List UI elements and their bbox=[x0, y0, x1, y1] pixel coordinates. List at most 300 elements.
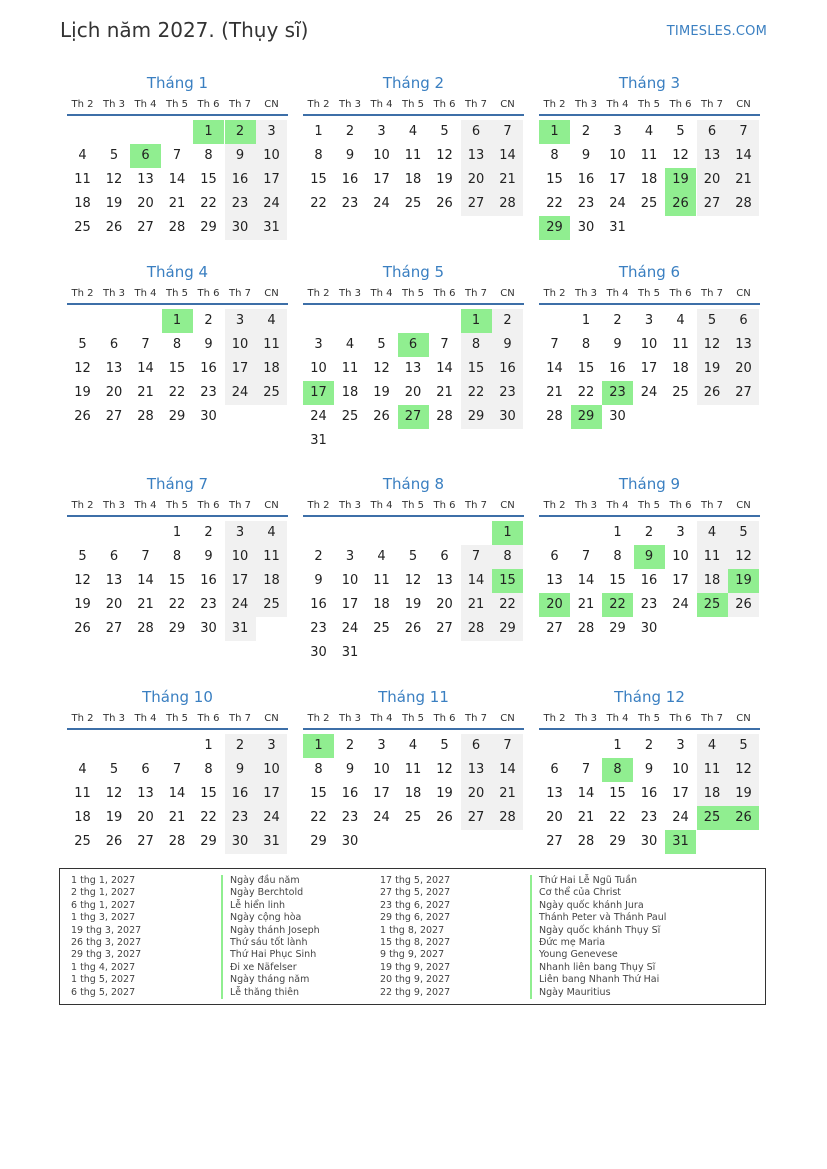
holiday-day-cell: 8 bbox=[602, 758, 633, 782]
day-cell: 15 bbox=[310, 786, 327, 801]
month-title: Tháng 4 bbox=[146, 263, 209, 281]
day-cell: 7 bbox=[141, 549, 150, 564]
weekday-label: Th 6 bbox=[669, 500, 692, 511]
day-cell: 14 bbox=[168, 786, 186, 801]
day-cell: 30 bbox=[577, 220, 595, 235]
holiday-date: 17 thg 5, 2027 bbox=[380, 875, 451, 886]
day-cell: 28 bbox=[577, 621, 595, 636]
day-cell: 29 bbox=[200, 834, 217, 849]
weekday-label: Th 7 bbox=[701, 713, 723, 724]
weekday-label: Th 7 bbox=[229, 500, 251, 511]
holiday-date: 23 thg 6, 2027 bbox=[380, 899, 451, 911]
day-cell: 6 bbox=[109, 337, 119, 352]
day-cell: 23 bbox=[577, 196, 595, 211]
day-cell: 24 bbox=[640, 385, 658, 400]
day-cell: 14 bbox=[436, 361, 453, 376]
weekday-label: Th 6 bbox=[433, 99, 456, 110]
day-cell: 30 bbox=[200, 621, 217, 636]
day-cell: 12 bbox=[74, 573, 91, 588]
day-cell: 20 bbox=[436, 597, 453, 612]
day-cell: 1 bbox=[613, 525, 622, 540]
holiday-day-cell: 9 bbox=[634, 545, 665, 569]
day-cell: 30 bbox=[310, 645, 327, 660]
weekday-label: Th 2 bbox=[71, 713, 94, 724]
day-cell: 9 bbox=[492, 333, 523, 357]
weekday-label: Th 7 bbox=[465, 288, 487, 299]
day-cell: 8 bbox=[204, 148, 213, 163]
day-cell: 3 bbox=[256, 120, 287, 144]
day-cell: 7 bbox=[172, 148, 182, 163]
day-cell: 9 bbox=[314, 573, 323, 588]
weekday-label: Th 7 bbox=[229, 713, 251, 724]
day-cell: 18 bbox=[404, 786, 422, 801]
weekday-label: Th 7 bbox=[229, 99, 251, 110]
weekday-label: Th 3 bbox=[103, 99, 125, 110]
holiday-date: 1 thg 3, 2027 bbox=[71, 912, 136, 924]
day-cell: 22 bbox=[609, 810, 626, 825]
weekday-label: Th 7 bbox=[465, 99, 487, 110]
day-cell: 20 bbox=[137, 810, 154, 825]
weekday-label: Th 6 bbox=[433, 713, 456, 724]
day-cell: 28 bbox=[168, 834, 186, 849]
month-title: Tháng 3 bbox=[618, 74, 681, 92]
day-cell: 2 bbox=[225, 734, 256, 758]
day-cell: 22 bbox=[168, 385, 186, 400]
day-cell: 28 bbox=[461, 617, 492, 641]
day-cell: 5 bbox=[78, 549, 87, 564]
weekday-label: Th 5 bbox=[402, 500, 424, 511]
day-cell: 24 bbox=[672, 597, 689, 612]
day-cell: 21 bbox=[728, 168, 759, 192]
day-cell: 28 bbox=[492, 192, 523, 216]
day-cell: 30 bbox=[640, 621, 658, 636]
day-cell: 18 bbox=[373, 597, 390, 612]
day-cell: 3 bbox=[256, 734, 287, 758]
page-title: Lịch năm 2027. (Thụy sĩ) bbox=[60, 18, 309, 42]
day-cell: 7 bbox=[492, 120, 523, 144]
day-cell: 7 bbox=[172, 762, 182, 777]
day-cell: 9 bbox=[613, 337, 622, 352]
day-cell: 27 bbox=[137, 220, 154, 235]
day-cell: 23 bbox=[310, 621, 327, 636]
month-title: Tháng 11 bbox=[378, 688, 449, 706]
day-cell: 19 bbox=[436, 172, 453, 187]
day-cell: 28 bbox=[728, 192, 759, 216]
day-cell: 16 bbox=[640, 786, 658, 801]
day-cell: 18 bbox=[74, 810, 91, 825]
day-cell: 18 bbox=[697, 782, 728, 806]
day-cell: 9 bbox=[204, 549, 213, 564]
day-cell: 19 bbox=[105, 810, 123, 825]
holiday-name: Lễ thăng thiên bbox=[221, 987, 299, 999]
holiday-day-cell: 26 bbox=[665, 192, 696, 216]
weekday-label: CN bbox=[500, 500, 515, 511]
weekday-label: Th 2 bbox=[543, 99, 566, 110]
day-cell: 10 bbox=[225, 545, 256, 569]
weekday-label: CN bbox=[736, 500, 751, 511]
day-cell: 21 bbox=[137, 597, 154, 612]
day-cell: 28 bbox=[546, 409, 563, 424]
holiday-name: Đi xe Näfelser bbox=[221, 962, 297, 974]
day-cell: 21 bbox=[436, 385, 453, 400]
holiday-name: Ngày tháng năm bbox=[221, 974, 309, 986]
day-cell: 16 bbox=[310, 597, 327, 612]
holiday-day-cell: 1 bbox=[162, 309, 193, 333]
day-cell: 2 bbox=[314, 549, 323, 564]
day-cell: 16 bbox=[225, 168, 256, 192]
day-cell: 29 bbox=[168, 409, 186, 424]
weekday-label: CN bbox=[500, 99, 515, 110]
day-cell: 18 bbox=[256, 357, 287, 381]
weekday-label: Th 2 bbox=[307, 500, 330, 511]
day-cell: 21 bbox=[577, 810, 595, 825]
header-divider bbox=[303, 114, 524, 116]
day-cell: 6 bbox=[440, 549, 449, 564]
day-cell: 25 bbox=[373, 621, 390, 636]
day-cell: 29 bbox=[492, 617, 523, 641]
day-cell: 20 bbox=[461, 168, 492, 192]
holiday-name: Ngày thánh Joseph bbox=[221, 925, 320, 937]
day-cell: 7 bbox=[492, 734, 523, 758]
day-cell: 15 bbox=[609, 573, 626, 588]
day-cell: 18 bbox=[697, 569, 728, 593]
month-title: Tháng 8 bbox=[382, 475, 445, 493]
day-cell: 18 bbox=[256, 569, 287, 593]
day-cell: 14 bbox=[137, 573, 154, 588]
day-cell: 28 bbox=[436, 409, 453, 424]
day-cell: 12 bbox=[672, 148, 689, 163]
weekday-label: Th 7 bbox=[229, 288, 251, 299]
day-cell: 27 bbox=[546, 621, 563, 636]
holiday-name: Ngày Mauritius bbox=[530, 987, 611, 999]
weekday-label: Th 6 bbox=[433, 500, 456, 511]
day-cell: 14 bbox=[577, 786, 595, 801]
day-cell: 21 bbox=[168, 810, 186, 825]
day-cell: 27 bbox=[137, 834, 154, 849]
holiday-day-cell: 22 bbox=[602, 593, 633, 617]
holiday-day-cell: 25 bbox=[697, 593, 728, 617]
weekday-label: Th 7 bbox=[701, 500, 723, 511]
day-cell: 22 bbox=[492, 593, 523, 617]
day-cell: 30 bbox=[609, 409, 626, 424]
day-cell: 27 bbox=[105, 409, 123, 424]
weekday-label: Th 4 bbox=[606, 500, 629, 511]
weekday-label: Th 3 bbox=[575, 288, 597, 299]
day-cell: 30 bbox=[200, 409, 217, 424]
day-cell: 2 bbox=[613, 313, 622, 328]
holiday-date: 1 thg 8, 2027 bbox=[380, 924, 445, 936]
day-cell: 27 bbox=[461, 192, 492, 216]
holiday-date: 19 thg 3, 2027 bbox=[71, 924, 142, 936]
weekday-label: Th 2 bbox=[307, 288, 330, 299]
day-cell: 7 bbox=[581, 549, 591, 564]
day-cell: 4 bbox=[676, 313, 685, 328]
day-cell: 14 bbox=[546, 361, 563, 376]
header-divider bbox=[539, 114, 760, 116]
weekday-label: Th 3 bbox=[575, 713, 597, 724]
weekday-label: Th 6 bbox=[197, 500, 220, 511]
day-cell: 9 bbox=[345, 148, 355, 163]
weekday-label: Th 7 bbox=[465, 713, 487, 724]
day-cell: 19 bbox=[105, 196, 123, 211]
day-cell: 15 bbox=[168, 573, 186, 588]
weekday-label: Th 4 bbox=[134, 99, 157, 110]
day-cell: 13 bbox=[105, 573, 123, 588]
day-cell: 12 bbox=[436, 762, 453, 777]
weekday-label: CN bbox=[264, 99, 279, 110]
day-cell: 17 bbox=[341, 597, 359, 612]
day-cell: 10 bbox=[256, 758, 287, 782]
holiday-day-cell: 1 bbox=[461, 309, 492, 333]
weekday-label: Th 4 bbox=[134, 713, 157, 724]
day-cell: 3 bbox=[377, 124, 386, 139]
day-cell: 11 bbox=[256, 545, 287, 569]
holiday-day-cell: 17 bbox=[303, 381, 334, 405]
day-cell: 16 bbox=[640, 573, 658, 588]
holiday-date: 2 thg 1, 2027 bbox=[71, 887, 136, 899]
holiday-day-cell: 15 bbox=[492, 569, 523, 593]
holiday-day-cell: 25 bbox=[697, 806, 728, 830]
day-cell: 1 bbox=[613, 738, 622, 753]
day-cell: 5 bbox=[440, 124, 449, 139]
day-cell: 20 bbox=[728, 357, 759, 381]
day-cell: 26 bbox=[74, 621, 91, 636]
day-cell: 15 bbox=[546, 172, 563, 187]
day-cell: 2 bbox=[644, 525, 654, 540]
day-cell: 25 bbox=[74, 220, 91, 235]
day-cell: 12 bbox=[74, 361, 91, 376]
weekday-label: Th 2 bbox=[543, 713, 566, 724]
holiday-name: Nhanh liên bang Thụy Sĩ bbox=[530, 962, 655, 974]
holiday-date: 1 thg 4, 2027 bbox=[71, 961, 136, 973]
day-cell: 24 bbox=[225, 593, 256, 617]
month-title: Tháng 7 bbox=[146, 475, 209, 493]
day-cell: 17 bbox=[256, 168, 287, 192]
weekday-label: Th 3 bbox=[339, 288, 361, 299]
holiday-date: 6 thg 1, 2027 bbox=[71, 899, 136, 911]
day-cell: 6 bbox=[550, 549, 559, 564]
holiday-day-cell: 26 bbox=[728, 806, 759, 830]
day-cell: 25 bbox=[341, 409, 359, 424]
day-cell: 10 bbox=[672, 549, 689, 564]
holiday-date: 6 thg 5, 2027 bbox=[71, 986, 136, 998]
day-cell: 23 bbox=[341, 196, 359, 211]
day-cell: 8 bbox=[204, 762, 213, 777]
day-cell: 13 bbox=[461, 144, 492, 168]
day-cell: 19 bbox=[728, 782, 759, 806]
day-cell: 17 bbox=[373, 172, 390, 187]
holiday-name: Đức mẹ Maria bbox=[530, 937, 605, 949]
day-cell: 24 bbox=[225, 381, 256, 405]
day-cell: 28 bbox=[577, 834, 595, 849]
header-divider bbox=[539, 303, 760, 305]
holiday-date: 1 thg 5, 2027 bbox=[71, 974, 136, 986]
holiday-day-cell: 27 bbox=[398, 405, 429, 429]
weekday-label: CN bbox=[264, 713, 279, 724]
day-cell: 19 bbox=[404, 597, 422, 612]
day-cell: 31 bbox=[225, 617, 256, 641]
day-cell: 10 bbox=[225, 333, 256, 357]
day-cell: 3 bbox=[377, 738, 386, 753]
day-cell: 11 bbox=[640, 148, 658, 163]
day-cell: 4 bbox=[256, 521, 287, 545]
day-cell: 14 bbox=[492, 144, 523, 168]
day-cell: 5 bbox=[676, 124, 685, 139]
day-cell: 23 bbox=[225, 192, 256, 216]
day-cell: 27 bbox=[697, 192, 728, 216]
holiday-date: 9 thg 9, 2027 bbox=[380, 949, 445, 961]
day-cell: 5 bbox=[728, 734, 759, 758]
day-cell: 7 bbox=[728, 120, 759, 144]
holiday-name: Thứ Hai Lễ Ngũ Tuần bbox=[530, 875, 637, 887]
header-divider bbox=[539, 728, 760, 730]
day-cell: 16 bbox=[492, 357, 523, 381]
header-divider bbox=[539, 515, 760, 517]
weekday-label: Th 3 bbox=[339, 500, 361, 511]
day-cell: 17 bbox=[672, 573, 689, 588]
weekday-label: Th 5 bbox=[638, 99, 660, 110]
site-link[interactable]: TIMESLES.COM bbox=[666, 24, 767, 39]
day-cell: 5 bbox=[697, 309, 728, 333]
day-cell: 6 bbox=[728, 309, 759, 333]
holiday-day-cell: 29 bbox=[539, 216, 570, 240]
holiday-day-cell: 31 bbox=[665, 830, 696, 854]
header-divider bbox=[67, 303, 288, 305]
day-cell: 12 bbox=[105, 172, 123, 187]
day-cell: 12 bbox=[373, 361, 390, 376]
weekday-label: Th 3 bbox=[103, 713, 125, 724]
day-cell: 16 bbox=[341, 172, 359, 187]
day-cell: 17 bbox=[640, 361, 658, 376]
weekday-label: Th 7 bbox=[701, 288, 723, 299]
day-cell: 19 bbox=[373, 385, 390, 400]
day-cell: 10 bbox=[373, 762, 390, 777]
weekday-label: Th 5 bbox=[402, 713, 424, 724]
weekday-label: CN bbox=[736, 99, 751, 110]
day-cell: 12 bbox=[404, 573, 422, 588]
day-cell: 20 bbox=[404, 385, 422, 400]
day-cell: 5 bbox=[728, 521, 759, 545]
day-cell: 24 bbox=[256, 806, 287, 830]
day-cell: 3 bbox=[345, 549, 355, 564]
day-cell: 8 bbox=[314, 148, 323, 163]
day-cell: 25 bbox=[74, 834, 91, 849]
day-cell: 4 bbox=[697, 734, 728, 758]
day-cell: 17 bbox=[225, 357, 256, 381]
day-cell: 23 bbox=[341, 810, 359, 825]
day-cell: 13 bbox=[697, 144, 728, 168]
day-cell: 27 bbox=[546, 834, 563, 849]
day-cell: 4 bbox=[78, 762, 87, 777]
day-cell: 3 bbox=[225, 521, 256, 545]
weekday-label: Th 7 bbox=[465, 500, 487, 511]
day-cell: 16 bbox=[200, 573, 217, 588]
day-cell: 3 bbox=[676, 525, 685, 540]
weekday-label: Th 4 bbox=[134, 500, 157, 511]
day-cell: 24 bbox=[609, 196, 626, 211]
day-cell: 20 bbox=[137, 196, 154, 211]
month-title: Tháng 10 bbox=[142, 688, 213, 706]
holiday-day-cell: 20 bbox=[539, 593, 570, 617]
holiday-date: 20 thg 9, 2027 bbox=[380, 974, 451, 986]
day-cell: 26 bbox=[436, 810, 453, 825]
day-cell: 27 bbox=[436, 621, 453, 636]
weekday-label: CN bbox=[500, 288, 515, 299]
day-cell: 26 bbox=[105, 220, 123, 235]
day-cell: 11 bbox=[697, 758, 728, 782]
weekday-label: Th 3 bbox=[339, 713, 361, 724]
day-cell: 23 bbox=[640, 597, 658, 612]
weekday-label: Th 3 bbox=[575, 99, 597, 110]
day-cell: 11 bbox=[697, 545, 728, 569]
header-divider bbox=[303, 515, 524, 517]
day-cell: 26 bbox=[436, 196, 453, 211]
day-cell: 20 bbox=[546, 810, 563, 825]
weekday-label: Th 2 bbox=[71, 99, 94, 110]
header-divider bbox=[67, 114, 288, 116]
day-cell: 22 bbox=[200, 810, 217, 825]
day-cell: 24 bbox=[341, 621, 359, 636]
holiday-name: Young Genevese bbox=[530, 949, 618, 961]
day-cell: 4 bbox=[377, 549, 386, 564]
day-cell: 18 bbox=[341, 385, 359, 400]
day-cell: 9 bbox=[225, 758, 256, 782]
day-cell: 1 bbox=[314, 124, 323, 139]
day-cell: 31 bbox=[609, 220, 626, 235]
day-cell: 13 bbox=[546, 786, 563, 801]
weekday-label: Th 3 bbox=[339, 99, 361, 110]
day-cell: 8 bbox=[314, 762, 323, 777]
day-cell: 8 bbox=[550, 148, 559, 163]
day-cell: 21 bbox=[492, 782, 523, 806]
holiday-list bbox=[59, 868, 766, 1005]
holiday-name: Ngày Berchtold bbox=[221, 887, 303, 899]
day-cell: 6 bbox=[141, 762, 150, 777]
day-cell: 8 bbox=[581, 337, 591, 352]
day-cell: 19 bbox=[74, 597, 91, 612]
day-cell: 11 bbox=[373, 573, 390, 588]
holiday-name: Ngày cộng hòa bbox=[221, 912, 301, 924]
day-cell: 4 bbox=[408, 738, 418, 753]
day-cell: 22 bbox=[577, 385, 595, 400]
holiday-day-cell: 2 bbox=[225, 120, 256, 144]
day-cell: 19 bbox=[74, 385, 91, 400]
day-cell: 13 bbox=[137, 172, 154, 187]
day-cell: 21 bbox=[577, 597, 595, 612]
weekday-label: Th 5 bbox=[166, 288, 188, 299]
day-cell: 18 bbox=[672, 361, 689, 376]
day-cell: 2 bbox=[204, 313, 213, 328]
weekday-label: Th 5 bbox=[402, 99, 424, 110]
month-title: Tháng 5 bbox=[382, 263, 445, 281]
day-cell: 15 bbox=[609, 786, 626, 801]
weekday-label: Th 5 bbox=[166, 500, 188, 511]
day-cell: 21 bbox=[461, 593, 492, 617]
weekday-label: Th 5 bbox=[402, 288, 424, 299]
day-cell: 26 bbox=[728, 593, 759, 617]
day-cell: 28 bbox=[492, 806, 523, 830]
day-cell: 25 bbox=[256, 593, 287, 617]
day-cell: 24 bbox=[373, 196, 390, 211]
weekday-label: Th 5 bbox=[638, 288, 660, 299]
day-cell: 16 bbox=[200, 361, 217, 376]
weekday-label: Th 4 bbox=[134, 288, 157, 299]
day-cell: 13 bbox=[461, 758, 492, 782]
holiday-day-cell: 6 bbox=[398, 333, 429, 357]
day-cell: 25 bbox=[256, 381, 287, 405]
weekday-label: Th 2 bbox=[543, 288, 566, 299]
day-cell: 11 bbox=[74, 786, 91, 801]
